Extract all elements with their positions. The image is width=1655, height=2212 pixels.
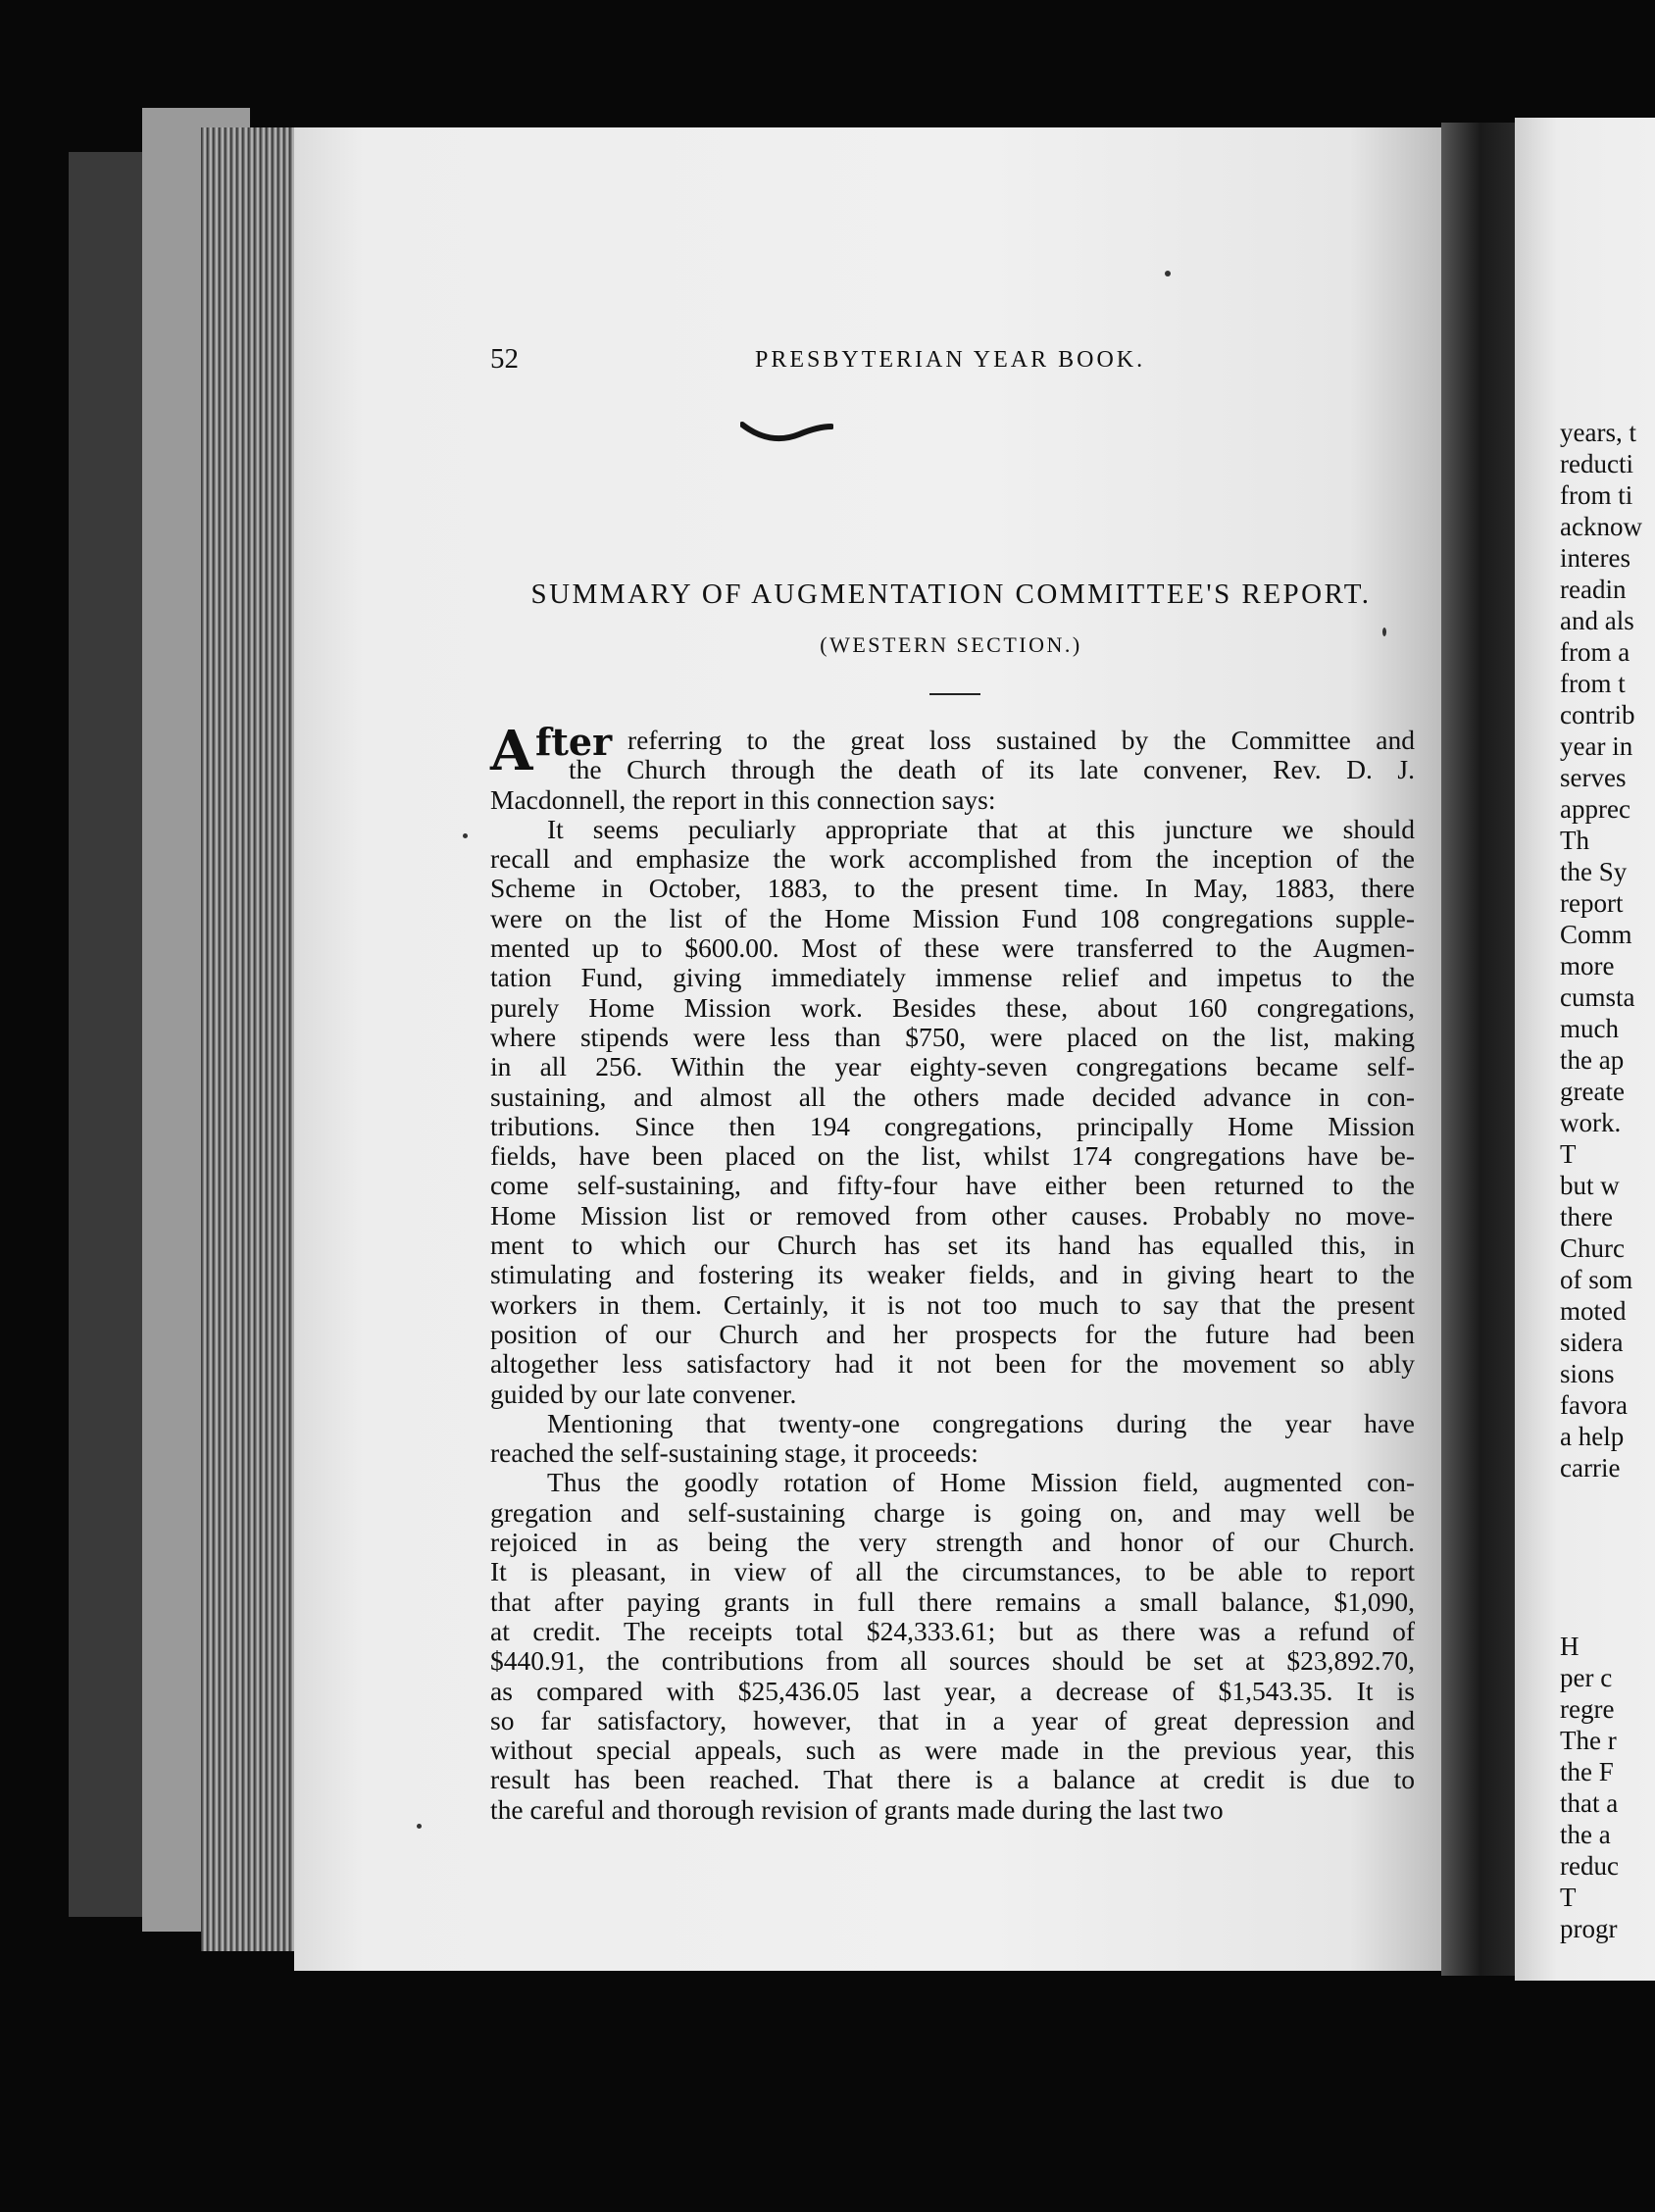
title-rule <box>929 693 980 695</box>
text-line: tributions. Since then 194 congregations, principally Home Mission <box>490 1110 1415 1141</box>
adjacent-text-line: from ti <box>1560 480 1633 510</box>
report-title: SUMMARY OF AUGMENTATION COMMITTEE'S REPORT. <box>530 578 1372 610</box>
adjacent-text-line: there <box>1560 1202 1613 1232</box>
ornament-flourish <box>740 417 833 444</box>
text-line: It seems peculiarly appropriate that at this juncture we should <box>547 813 1415 844</box>
adjacent-text-line: cumsta <box>1560 982 1635 1012</box>
text-line: recall and emphasize the work accomplished from the inception of the <box>490 843 1415 875</box>
adjacent-text-line: but w <box>1560 1171 1620 1200</box>
text-line: where stipends were less than $750, were placed on the list, making <box>490 1021 1415 1052</box>
text-line: in all 256. Within the year eighty-seven congregations became self- <box>490 1051 1415 1082</box>
adjacent-text-line: apprec <box>1560 794 1630 824</box>
adjacent-text-line: regre <box>1560 1694 1615 1724</box>
text-line: ment to which our Church has set its hand has equalled this, in <box>490 1230 1415 1261</box>
report-body <box>490 719 1415 1825</box>
text-line: $440.91, the contributions from all sources should be set at $23,892.70, <box>490 1645 1415 1677</box>
text-line: gregation and self-sustaining charge is going on, and may well be <box>490 1496 1415 1528</box>
adjacent-text-line: the a <box>1560 1820 1611 1849</box>
text-line: Macdonnell, the report in this connection says: <box>490 783 996 815</box>
adjacent-text-line: the F <box>1560 1757 1614 1786</box>
text-line: altogether less satisfactory had it not been for the movement so ably <box>490 1348 1415 1380</box>
speck <box>463 833 468 838</box>
text-line: workers in them. Certainly, it is not too much to say that the present <box>490 1288 1415 1320</box>
text-line: position of our Church and her prospects for the future had been <box>490 1318 1415 1349</box>
text-line: that after paying grants in full there remains a small balance, $1,090, <box>490 1585 1415 1617</box>
adjacent-text-line: Churc <box>1560 1233 1625 1263</box>
text-line: the Church through the death of its late convener, Rev. D. J. <box>569 754 1415 785</box>
adjacent-text-line: serves <box>1560 763 1627 792</box>
adjacent-text-line: per c <box>1560 1663 1613 1692</box>
adjacent-text-line: a help <box>1560 1422 1625 1451</box>
adjacent-text-line: work. <box>1560 1108 1622 1137</box>
adjacent-text-line: Th <box>1560 826 1589 855</box>
text-line: referring to the great loss sustained by the Committee and <box>627 725 1415 755</box>
adjacent-text-line: reducti <box>1560 449 1633 478</box>
drop-cap-tail: fter <box>535 720 613 764</box>
page-edges <box>201 127 304 1951</box>
adjacent-text-line: T <box>1560 1883 1577 1912</box>
text-line: mented up to $600.00. Most of these were transferred to the Augmen- <box>490 932 1415 964</box>
adjacent-text-line: carrie <box>1560 1453 1621 1483</box>
text-line: stimulating and fostering its weaker fields, and in giving heart to the <box>490 1259 1415 1290</box>
text-line: as compared with $25,436.05 last year, a decrease of $1,543.35. It is <box>490 1675 1415 1706</box>
adjacent-text-line: progr <box>1560 1914 1618 1943</box>
text-line: guided by our late convener. <box>490 1378 797 1409</box>
adjacent-text-line: The r <box>1560 1726 1617 1755</box>
adjacent-text-line: interes <box>1560 543 1630 573</box>
text-line: Home Mission list or removed from other causes. Probably no move- <box>490 1199 1415 1231</box>
adjacent-text-line: years, t <box>1560 418 1636 447</box>
adjacent-text-line: reduc <box>1560 1851 1619 1881</box>
text-line: purely Home Mission work. Besides these, about 160 congregations, <box>490 991 1415 1023</box>
text-line: It is pleasant, in view of all the circumstances, to be able to report <box>490 1556 1415 1587</box>
report-subtitle: (WESTERN SECTION.) <box>820 632 1082 657</box>
text-line: reached the self-sustaining stage, it proceeds: <box>490 1437 978 1469</box>
adjacent-page-fragment <box>1515 118 1655 1981</box>
adjacent-text-line: much <box>1560 1014 1619 1043</box>
adjacent-text-line: T <box>1560 1139 1577 1169</box>
adjacent-text-line: from a <box>1560 637 1630 667</box>
adjacent-text-line: year in <box>1560 731 1633 761</box>
adjacent-text-line: moted <box>1560 1296 1627 1326</box>
drop-cap: A <box>490 719 533 783</box>
adjacent-text-line: Comm <box>1560 920 1632 949</box>
text-line: fields, have been placed on the list, whilst 174 congregations have be- <box>490 1140 1415 1172</box>
speck <box>1165 271 1171 276</box>
book-gutter <box>1441 123 1520 1976</box>
adjacent-text-line: that a <box>1560 1788 1619 1818</box>
text-line: come self-sustaining, and fifty-four have either been returned to the <box>490 1170 1415 1201</box>
adjacent-text-line: report <box>1560 888 1624 918</box>
adjacent-text-line: from t <box>1560 669 1626 698</box>
adjacent-text-line: favora <box>1560 1390 1628 1420</box>
text-line: Thus the goodly rotation of Home Mission field, augmented con- <box>547 1467 1415 1498</box>
speck <box>1382 628 1386 636</box>
adjacent-text-line: the Sy <box>1560 857 1628 886</box>
adjacent-text-line: greate <box>1560 1077 1625 1106</box>
text-line: were on the list of the Home Mission Fund 108 congregations supple- <box>490 902 1415 933</box>
text-line: without special appeals, such as were made in the previous year, this <box>490 1734 1415 1766</box>
text-line: the careful and thorough revision of grants made during the last two <box>490 1793 1224 1825</box>
page-number: 52 <box>490 343 519 375</box>
adjacent-text-line: and als <box>1560 606 1634 635</box>
text-line: result has been reached. That there is a balance at credit is due to <box>490 1764 1415 1795</box>
adjacent-text-line: acknow <box>1560 512 1642 541</box>
text-line: Mentioning that twenty-one congregations during the year have <box>547 1407 1415 1438</box>
text-line: rejoiced in as being the very strength and honor of our Church. <box>490 1527 1415 1558</box>
adjacent-text-line: H <box>1560 1632 1580 1661</box>
adjacent-text-line: the ap <box>1560 1045 1625 1075</box>
text-line: so far satisfactory, however, that in a year of great depression and <box>490 1704 1415 1735</box>
adjacent-text-line: sions <box>1560 1359 1615 1388</box>
text-line: tation Fund, giving immediately immense relief and impetus to the <box>490 962 1415 993</box>
adjacent-text-line: of som <box>1560 1265 1633 1294</box>
adjacent-text-line: contrib <box>1560 700 1635 729</box>
adjacent-text-line: sidera <box>1560 1328 1624 1357</box>
speck <box>417 1824 422 1829</box>
adjacent-text-line: readin <box>1560 575 1627 604</box>
text-line: sustaining, and almost all the others made decided advance in con- <box>490 1081 1415 1112</box>
adjacent-text-line: more <box>1560 951 1615 980</box>
running-head <box>490 343 1461 382</box>
text-line: Scheme in October, 1883, to the present time. In May, 1883, there <box>490 873 1415 904</box>
text-line: at credit. The receipts total $24,333.61; but as there was a refund of <box>490 1615 1415 1646</box>
running-title: PRESBYTERIAN YEAR BOOK. <box>755 347 1146 373</box>
